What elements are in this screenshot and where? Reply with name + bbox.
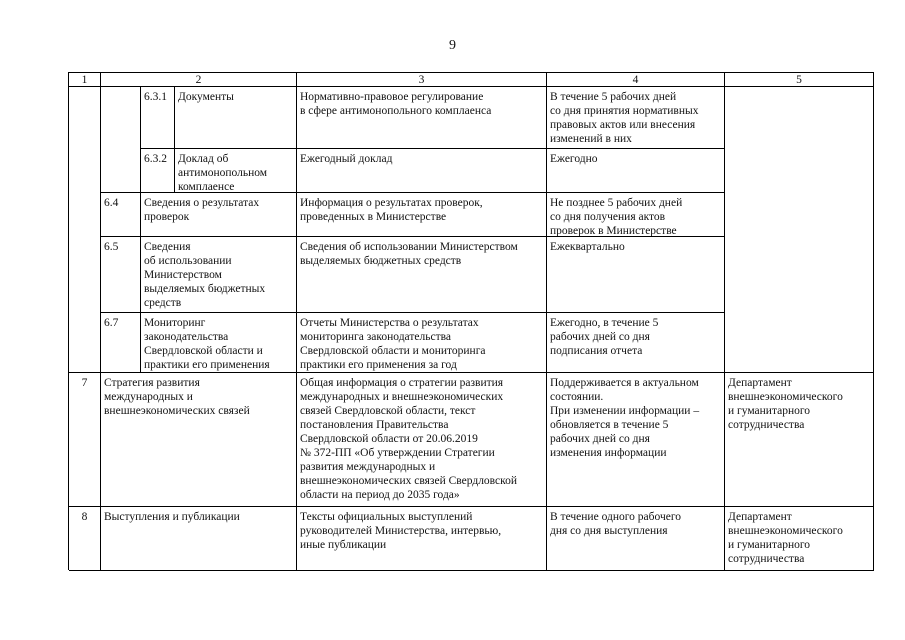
- row-8-responsible: Департамент внешнеэкономического и гуманитарного сотрудничества: [725, 507, 874, 571]
- row-6-5-number: 6.5: [101, 237, 141, 313]
- indent-6-3: [101, 87, 141, 193]
- row-6-3-1-content: Нормативно-правовое регулирование в сфере антимонопольного комплаенса: [297, 87, 547, 149]
- row-6-4-content: Информация о результатах проверок, проведенных в Министерстве: [297, 193, 547, 237]
- row-6-3-1-name: Документы: [175, 87, 297, 149]
- row-7-responsible: Департамент внешнеэкономического и гуманитарного сотрудничества: [725, 373, 874, 507]
- row-6-4-number: 6.4: [101, 193, 141, 237]
- row-8-number: 8: [69, 507, 101, 571]
- header-col-4: 4: [547, 73, 725, 87]
- header-col-5: 5: [725, 73, 874, 87]
- row-8-term: В течение одного рабочего дня со дня выступления: [547, 507, 725, 571]
- row-6-7-name: Мониторинг законодательства Свердловской области и практики его применения: [141, 313, 297, 373]
- page-number: 9: [449, 38, 456, 53]
- row-6-7-content: Отчеты Министерства о результатах мониторинга законодательства Свердловской области и мониторинга практики его применения за год: [297, 313, 547, 373]
- row-8-name: Выступления и публикации: [101, 507, 297, 571]
- row-7-number: 7: [69, 373, 101, 507]
- row-6-7-number: 6.7: [101, 313, 141, 373]
- row-7-term: Поддерживается в актуальном состоянии. При изменении информации – обновляется в течение 5 рабочих дней со дня изменения информации: [547, 373, 725, 507]
- row-6-3-2-term: Ежегодно: [547, 149, 725, 193]
- row-6-3-1-number: 6.3.1: [141, 87, 175, 149]
- row-6-4-term: Не позднее 5 рабочих дней со дня получения актов проверок в Министерстве: [547, 193, 725, 237]
- row-6-5-name: Сведения об использовании Министерством выделяемых бюджетных средств: [141, 237, 297, 313]
- row-6-5-content: Сведения об использовании Министерством выделяемых бюджетных средств: [297, 237, 547, 313]
- row-6-3-1-term: В течение 5 рабочих дней со дня принятия нормативных правовых актов или внесения изменений в них: [547, 87, 725, 149]
- row-7-content: Общая информация о стратегии развития международных и внешнеэкономических связей Свердловской области, текст постановления Правительства Свердловской области от 20.06.2019 № 372-ПП «Об утверждении Стратегии развития международных и внешнеэкономических связей Свердловской области на период до 2035 года»: [297, 373, 547, 507]
- row-6-5-term: Ежеквартально: [547, 237, 725, 313]
- header-col-1: 1: [69, 73, 101, 87]
- col5-continuation: [725, 87, 874, 373]
- row-6-3-2-number: 6.3.2: [141, 149, 175, 193]
- row-8-content: Тексты официальных выступлений руководителей Министерства, интервью, иные публикации: [297, 507, 547, 571]
- row-7-name: Стратегия развития международных и внешнеэкономических связей: [101, 373, 297, 507]
- row-6-3-2-content: Ежегодный доклад: [297, 149, 547, 193]
- row-6-4-name: Сведения о результатах проверок: [141, 193, 297, 237]
- row-6-7-term: Ежегодно, в течение 5 рабочих дней со дня подписания отчета: [547, 313, 725, 373]
- header-col-2: 2: [101, 73, 297, 87]
- info-table: [68, 72, 874, 570]
- row-6-3-2-name: Доклад об антимонопольном комплаенсе: [175, 149, 297, 193]
- header-col-3: 3: [297, 73, 547, 87]
- col1-continuation: [69, 87, 101, 373]
